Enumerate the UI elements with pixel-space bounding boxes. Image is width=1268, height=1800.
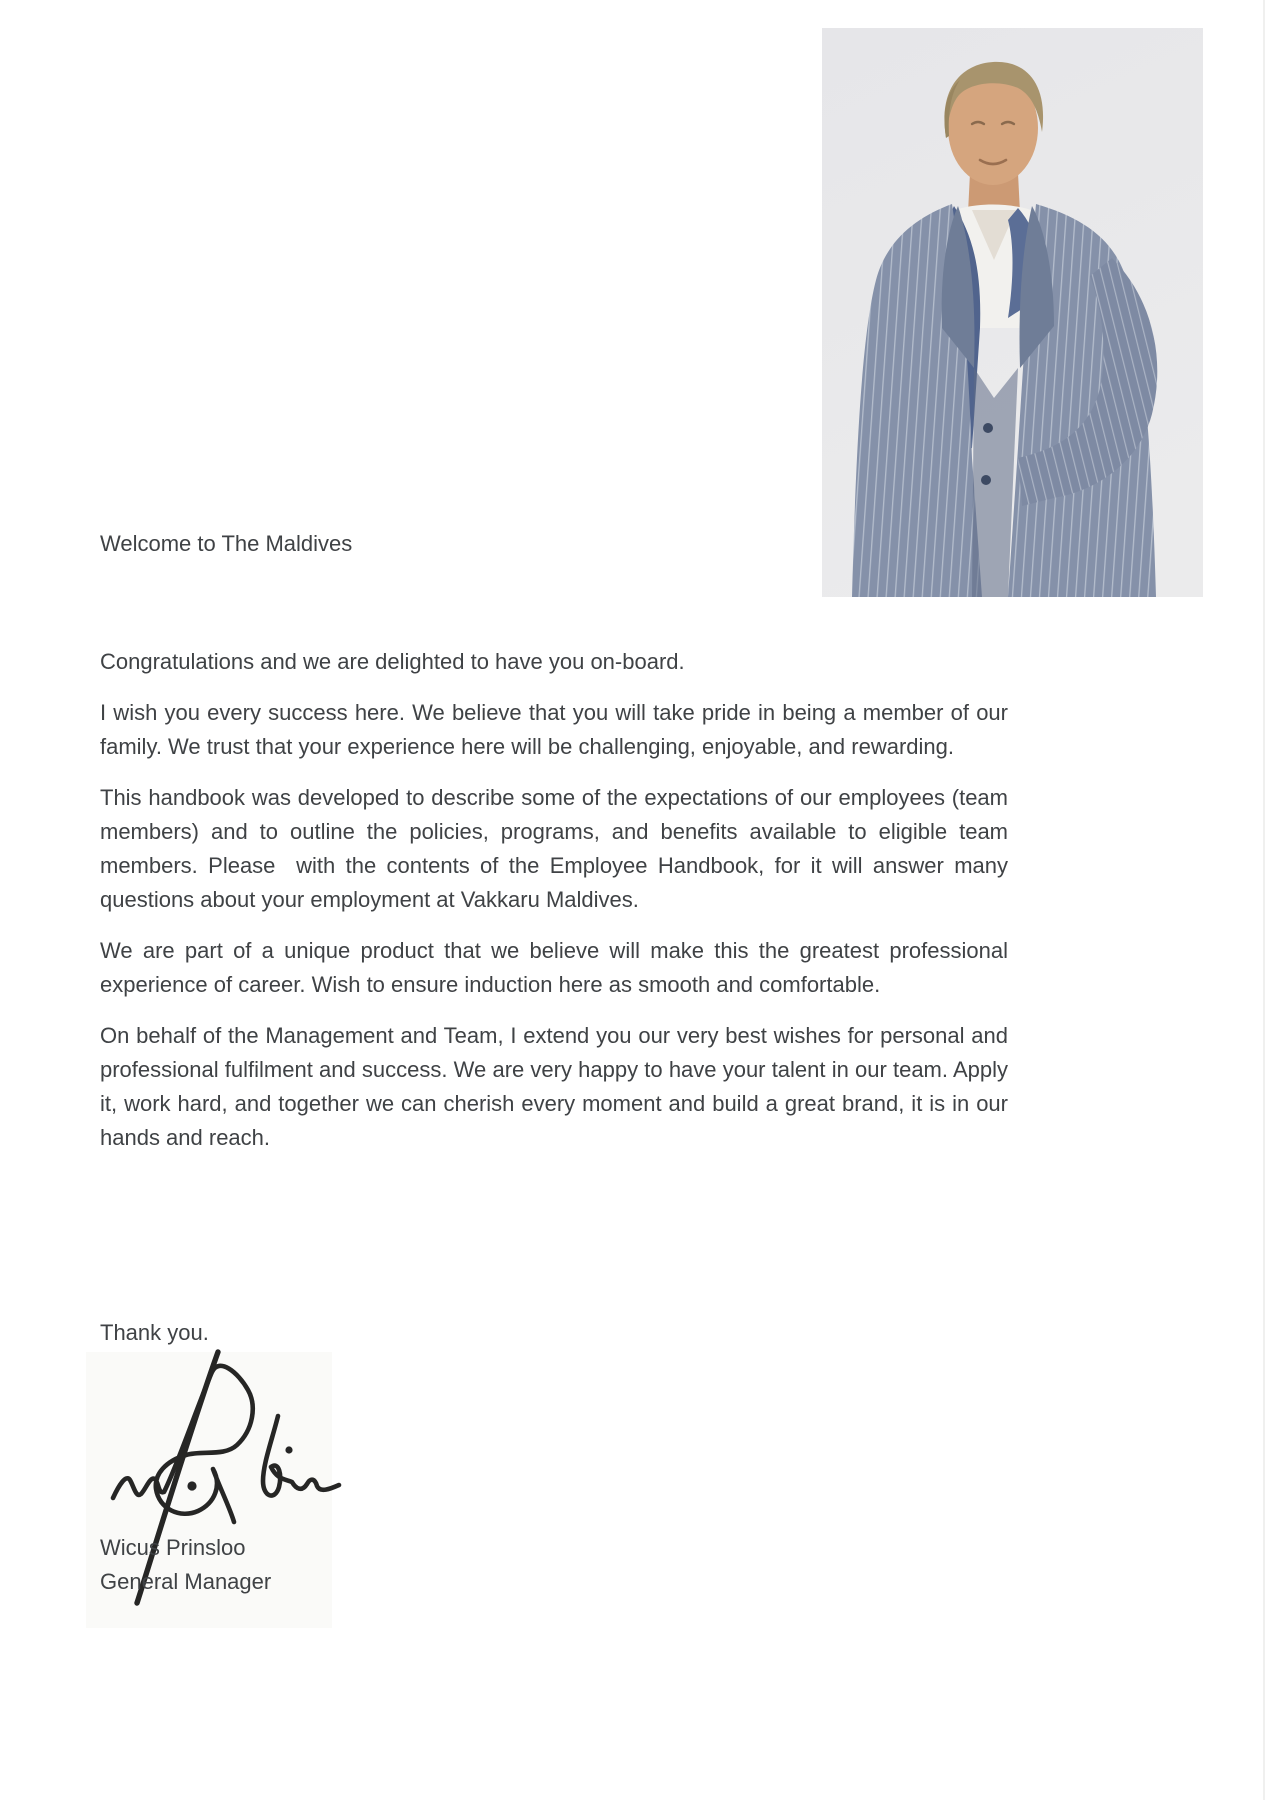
signer-name: Wicus Prinsloo	[100, 1535, 246, 1560]
letter-closing: Thank you.	[100, 1320, 209, 1345]
letter-paragraph: I wish you every success here. We believe that you will take pride in being a member of our family. We trust that your experience here will be challenging, enjoyable, and rewarding.	[100, 700, 1015, 759]
letter-paragraph: On behalf of the Management and Team, I extend you our very best wishes for personal and professional fulfilment and success. We are very happy to have your talent in our team. Apply it, work hard, and together we can cherish every moment and build a great brand, it is in our hands and reach.	[100, 1023, 1015, 1150]
letter-body	[100, 645, 1015, 1172]
page-edge-line	[1263, 0, 1265, 1800]
photo-button	[981, 475, 991, 485]
letter-heading: Welcome to The Maldives	[100, 531, 353, 556]
letter-paragraph: Congratulations and we are delighted to have you on-board.	[100, 649, 685, 674]
portrait-photo	[822, 28, 1203, 597]
signer-title: General Manager	[100, 1569, 272, 1594]
photo-button	[983, 423, 993, 433]
letter-paragraph: We are part of a unique product that we believe will make this the greatest professional experience of career. Wish to ensure induction here as smooth and comfortable.	[100, 938, 1015, 997]
signature-block	[100, 1531, 271, 1599]
letter-paragraph: This handbook was developed to describe some of the expectations of our employees (team members) and to outline the policies, programs, and benefits available to eligible team members. Please with the contents of the Employee Handbook, for it will answer many questions about your employment at Vakkaru Maldives.	[100, 785, 1015, 912]
